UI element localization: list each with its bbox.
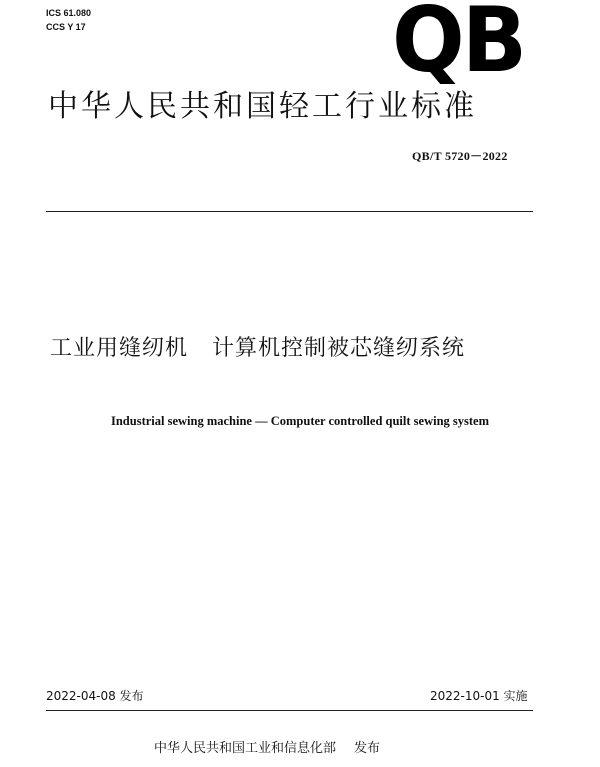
standard-category-title: 中华人民共和国轻工行业标准	[48, 89, 477, 124]
document-title-cn	[50, 334, 465, 364]
header-divider	[46, 211, 533, 212]
qb-logo: QB	[392, 0, 525, 93]
title-cn-part2: 计算机控制被芯缝纫系统	[212, 336, 466, 361]
issuer-name: 中华人民共和国工业和信息化部	[154, 741, 337, 756]
document-title-en: Industrial sewing machine — Computer controlled quilt sewing system	[110, 414, 490, 428]
implementation-date: 2022-10-01 实施	[430, 689, 528, 703]
title-cn-part1: 工业用缝纫机	[50, 336, 189, 361]
ccs-code: CCS Y 17	[46, 22, 86, 32]
footer-divider	[46, 710, 533, 711]
issue-date: 2022-04-08 发布	[46, 689, 144, 703]
standard-code: QB/T 5720－2022	[412, 149, 508, 163]
issuing-authority	[154, 737, 380, 756]
classification-codes	[46, 6, 91, 34]
ics-code: ICS 61.080	[46, 8, 92, 18]
issuer-action: 发布	[354, 741, 381, 756]
